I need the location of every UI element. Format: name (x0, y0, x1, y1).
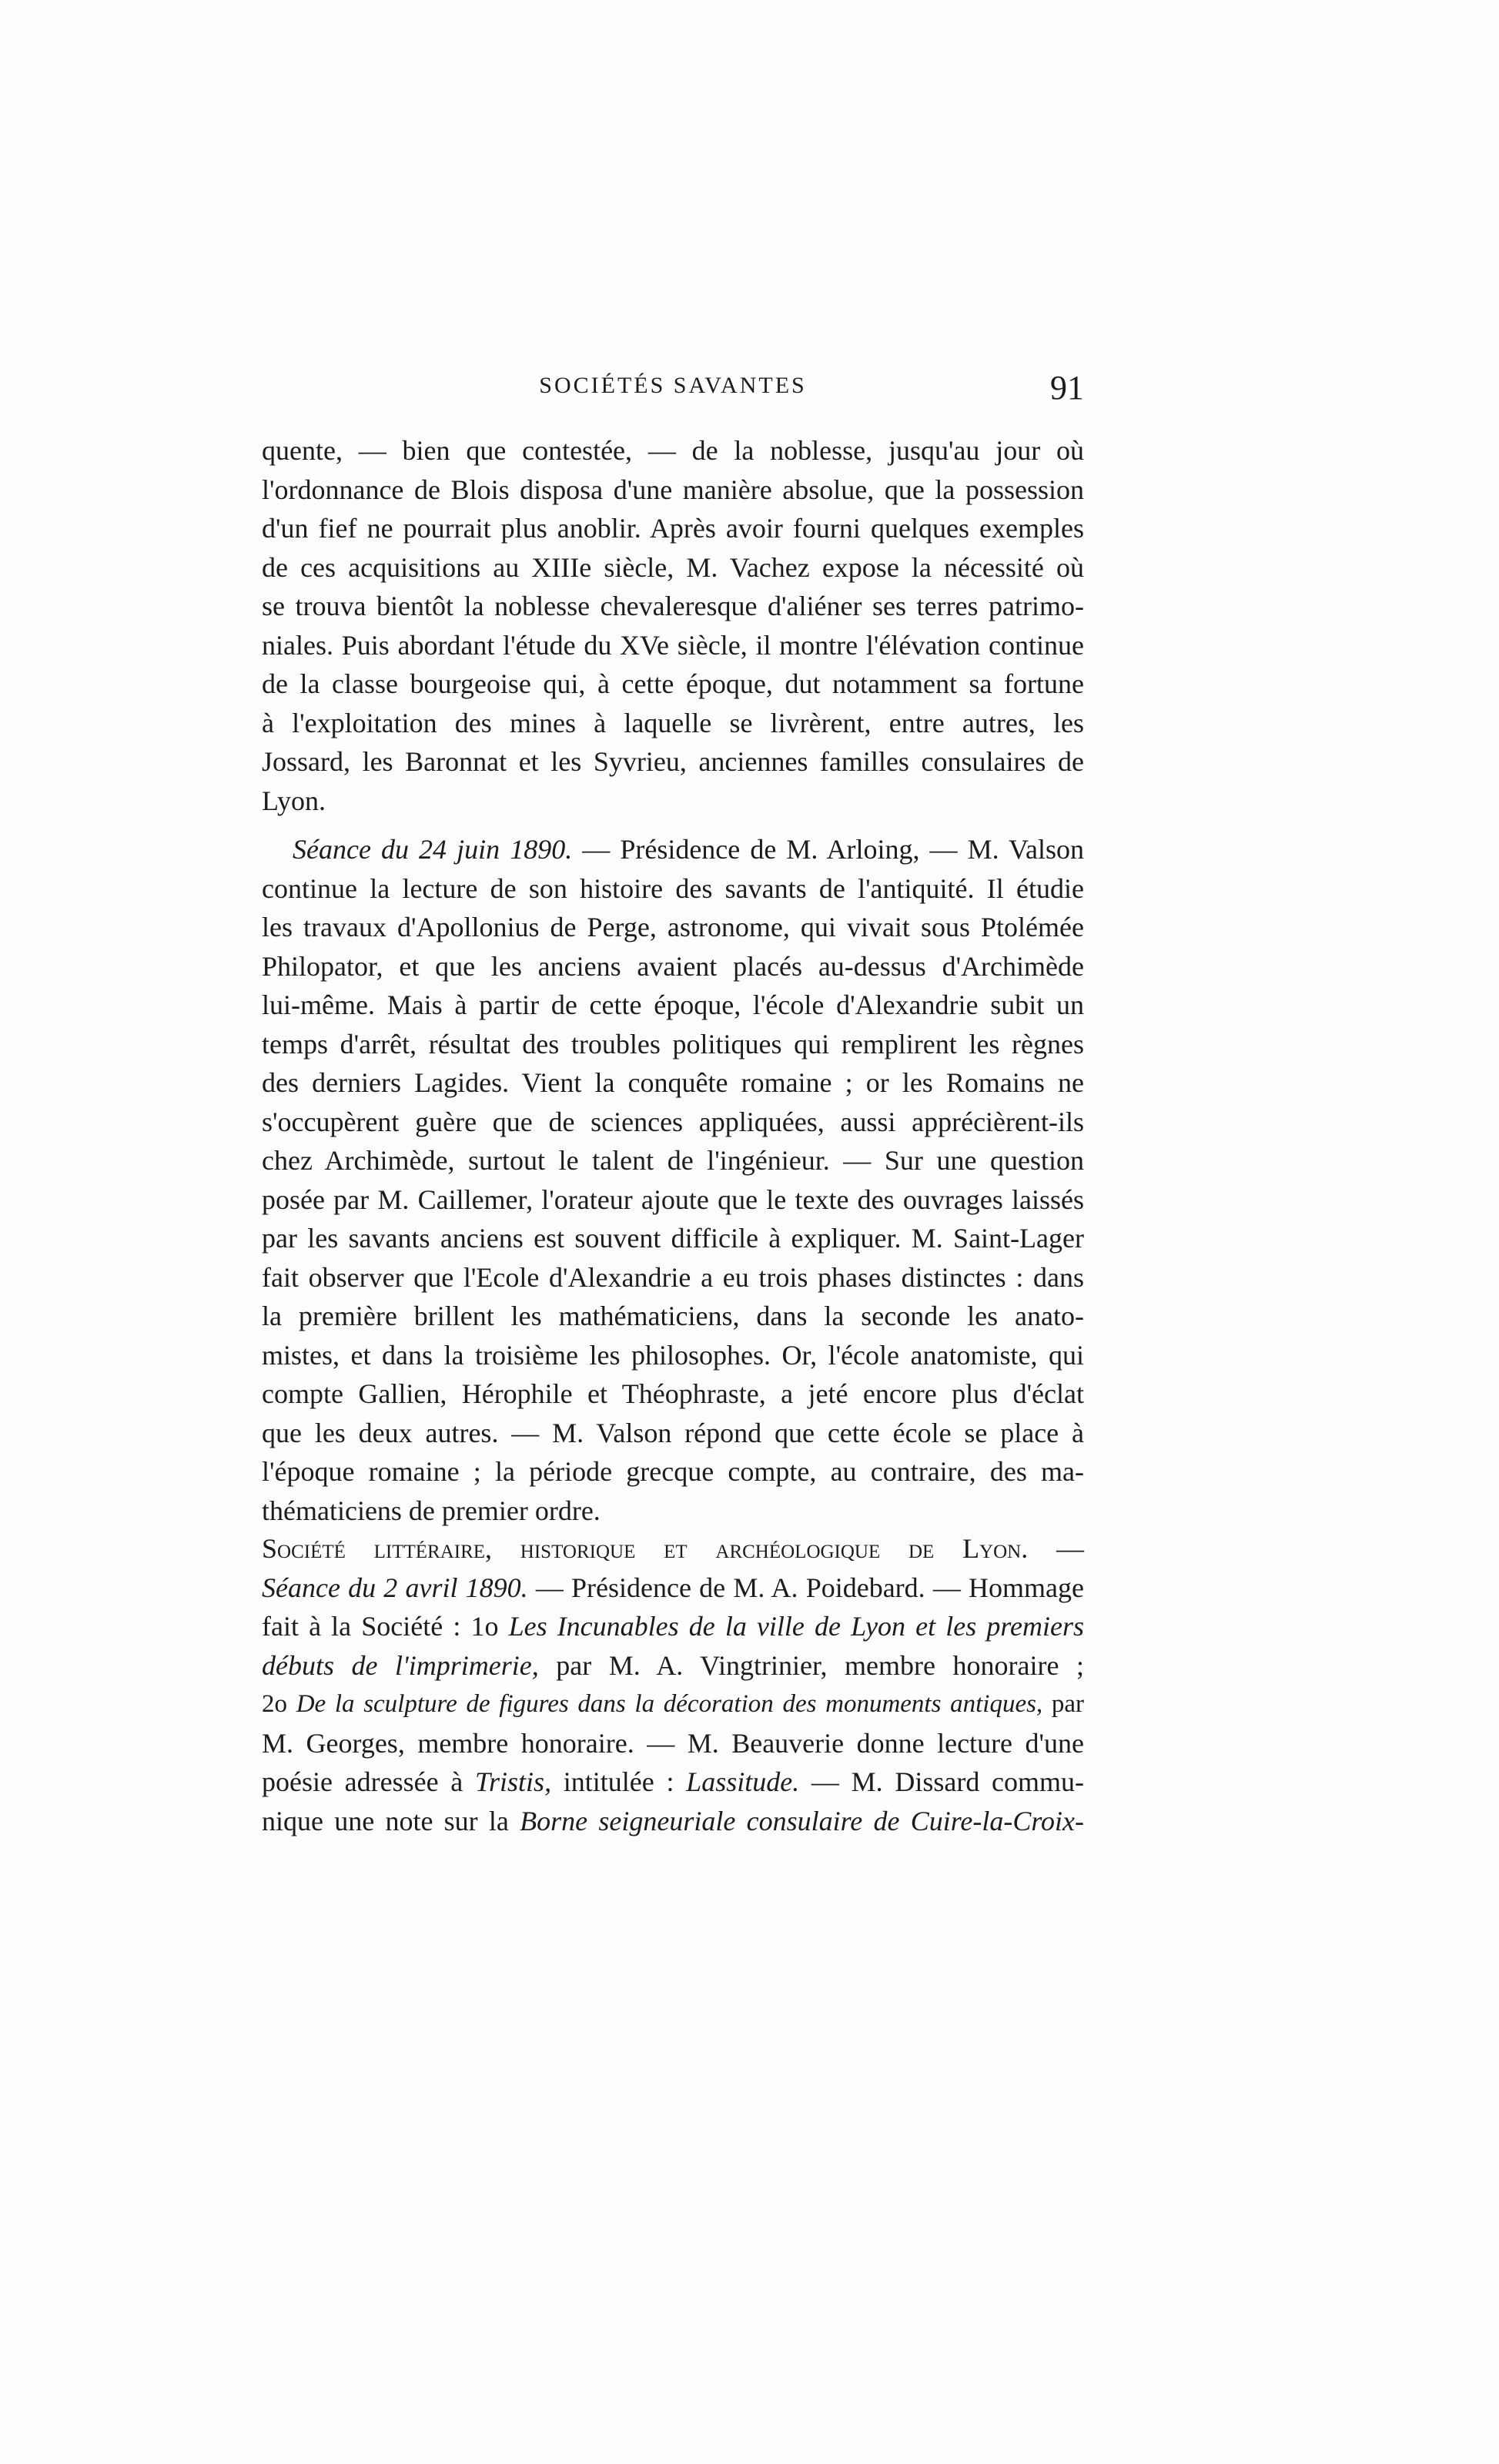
poem-title: Lassitude. (686, 1766, 800, 1797)
text-run: intitulée : (551, 1766, 687, 1797)
text-line (262, 1646, 1084, 1686)
text-line: l'époque romaine ; la période grecque compte, au contraire, des ma- (262, 1456, 1084, 1487)
book-title: Les Incunables de la ville de Lyon et les premiers (508, 1611, 1084, 1642)
text-line: s'occupèrent guère que de sciences appliquées, aussi apprécièrent-ils (262, 1106, 1084, 1137)
text-line: lui-même. Mais à partir de cette époque, l'école d'Alexandrie subit un (262, 989, 1084, 1020)
text-line: par les savants anciens est souvent difficile à expliquer. M. Saint-Lager (262, 1223, 1084, 1254)
running-head (262, 368, 1084, 408)
text-run: fait à la Société : 1o (262, 1611, 509, 1642)
running-title: SOCIÉTÉS SAVANTES (539, 373, 807, 398)
text-line: Philopator, et que les anciens avaient placés au-dessus d'Archimède (262, 950, 1084, 982)
text-line: posée par M. Caillemer, l'orateur ajoute que le texte des ouvrages laissés (262, 1183, 1084, 1215)
text-line: mistes, et dans la troisième les philosophes. Or, l'école anatomiste, qui (262, 1339, 1084, 1371)
book-title: De la sculpture de figures dans la décoration des monuments antiques, (296, 1690, 1043, 1718)
text-run: — Présidence de M. Arloing, — M. Valson (572, 834, 1084, 865)
text-line: à l'exploitation des mines à laquelle se livrèrent, entre autres, les (262, 707, 1084, 738)
text-line: Lyon. (262, 785, 326, 816)
text-line: chez Archimède, surtout le talent de l'ingénieur. — Sur une question (262, 1145, 1084, 1176)
paragraph-societe-litteraire (262, 1529, 1084, 1840)
text-line (262, 1685, 1084, 1724)
text-line: quente, — bien que contestée, — de la noblesse, jusqu'au jour où (262, 435, 1084, 466)
text-line: niales. Puis abordant l'étude du XVe siècle, il montre l'élévation continue (262, 629, 1084, 661)
text-line (262, 830, 1084, 869)
text-run: par (1042, 1690, 1085, 1718)
text-line: l'ordonnance de Blois disposa d'une manière absolue, que la possession (262, 474, 1084, 505)
page-number: 91 (1050, 369, 1084, 407)
text-line (262, 1529, 1084, 1568)
paragraph-seance-24-juin (262, 830, 1084, 1530)
seance-date: Séance du 2 avril 1890. (262, 1572, 528, 1603)
text-line (262, 1802, 1084, 1841)
text-run: par M. A. Vingtrinier, membre honoraire ; (538, 1649, 1084, 1681)
seance-date: Séance du 24 juin 1890. (293, 834, 573, 865)
text-line: que les deux autres. — M. Valson répond que cette école se place à (262, 1417, 1084, 1448)
text-line (262, 1763, 1084, 1802)
text-run: — M. Dissard commu- (799, 1766, 1085, 1797)
text-run: — (1028, 1533, 1085, 1564)
text-line: thématiciens de premier ordre. (262, 1495, 601, 1526)
text-run: nique une note sur la (262, 1805, 520, 1836)
text-line: continue la lecture de son histoire des savants de l'antiquité. Il étudie (262, 872, 1084, 904)
text-line: se trouva bientôt la noblesse chevaleresque d'aliéner ses terres patrimo- (262, 591, 1084, 621)
text-run: — Présidence de M. A. Poidebard. — Hommage (527, 1572, 1084, 1603)
text-line: d'un fief ne pourrait plus anoblir. Après avoir fourni quelques exemples (262, 513, 1084, 544)
text-run: 2o (262, 1690, 296, 1718)
text-line: les travaux d'Apollonius de Perge, astronome, qui vivait sous Ptolémée (262, 912, 1084, 942)
text-line: de ces acquisitions au XIIIe siècle, M. Vachez expose la nécessité où (262, 551, 1084, 583)
paragraph-noblesse (262, 431, 1084, 820)
text-line (262, 1568, 1084, 1608)
text-line: des derniers Lagides. Vient la conquête romaine ; or les Romains ne (262, 1067, 1084, 1098)
text-line: fait observer que l'Ecole d'Alexandrie a eu trois phases distinctes : dans (262, 1261, 1084, 1293)
text-line (262, 1607, 1084, 1646)
text-line: M. Georges, membre honoraire. — M. Beauverie donne lecture d'une (262, 1727, 1084, 1759)
monument-title: Borne seigneuriale consulaire de Cuire-la-Croix- (520, 1805, 1084, 1836)
text-line: Jossard, les Baronnat et les Syvrieu, anciennes familles consulaires de (262, 746, 1084, 777)
text-line: temps d'arrêt, résultat des troubles politiques qui remplirent les règnes (262, 1028, 1084, 1060)
person-name: Tristis, (475, 1766, 552, 1797)
book-title: débuts de l'imprimerie, (262, 1649, 539, 1681)
society-name: Société littéraire, historique et archéologique de Lyon. (262, 1533, 1029, 1564)
text-line: de la classe bourgeoise qui, à cette époque, dut notamment sa fortune (262, 668, 1084, 699)
text-line: compte Gallien, Hérophile et Théophraste, a jeté encore plus d'éclat (262, 1378, 1084, 1409)
text-run: poésie adressée à (262, 1766, 475, 1797)
text-line: la première brillent les mathématiciens, dans la seconde les anato- (262, 1301, 1084, 1331)
